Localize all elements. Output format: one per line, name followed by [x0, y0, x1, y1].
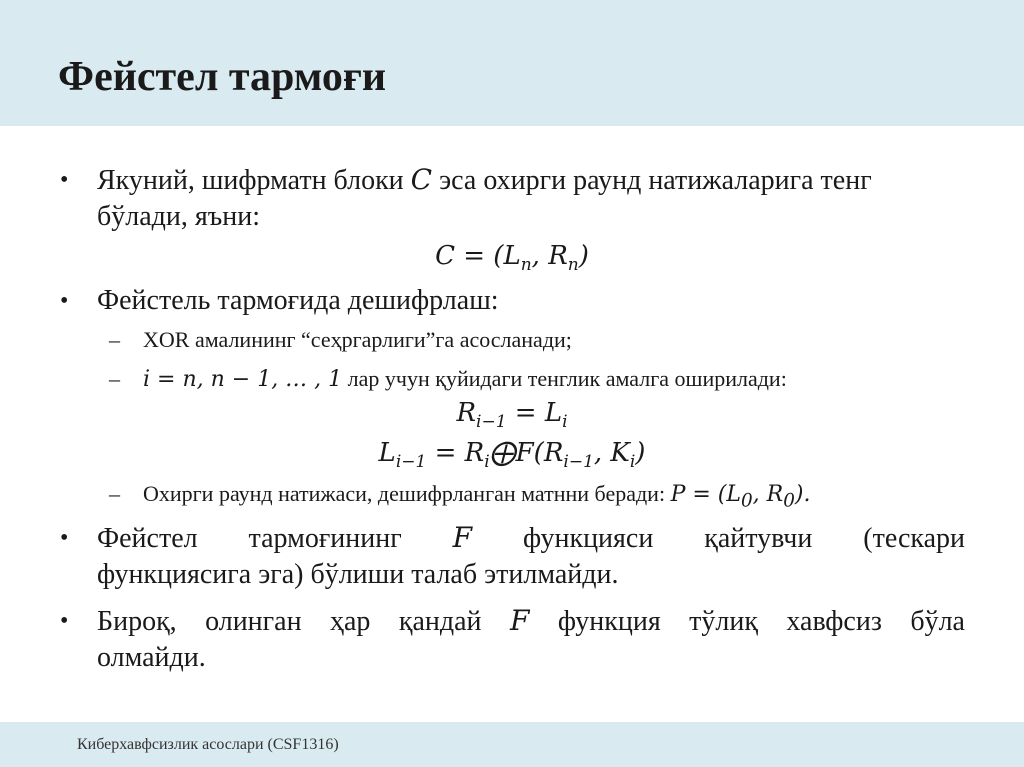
- slide-title: Фейстел тармоғи: [58, 54, 387, 100]
- bullet-icon: •: [60, 608, 69, 634]
- sub3-math: $P = (L_0$, $R_0$).: [670, 482, 811, 512]
- dash-icon: –: [109, 366, 120, 391]
- bullet3-line1: [97, 520, 965, 557]
- bullet1-var-c: C: [410, 163, 433, 196]
- bullet3-line2: функциясига эга) бўлиши талаб этилмайди.: [97, 559, 619, 590]
- formula-l: $L_{i-1}$ = $R_i⨁F(R_{i-1}$, $K_i$): [378, 438, 646, 473]
- sub2-text: лар учун қуйидаги тенглик амалга оширилади:: [342, 366, 787, 391]
- formula-c: $C = (L_n$, $R_n$): [435, 241, 589, 276]
- bullet2-sub1: XOR амалининг “сеҳргарлиги”га асосланади;: [143, 327, 572, 352]
- sub2-math: i = n, n − 1, … , 1: [143, 367, 343, 392]
- sub3-text: Охирги раунд натижаси, дешифрланган матнни беради:: [143, 481, 671, 506]
- dash-icon: –: [109, 327, 120, 352]
- bullet2-sub2: [143, 364, 787, 395]
- footer-text: Киберхавфсизлик асослари (CSF1316): [77, 736, 339, 753]
- bullet4-var-f: F: [509, 604, 530, 637]
- bullet4-line1: [97, 603, 965, 640]
- bullet1-line2: бўлади, яъни:: [97, 201, 260, 232]
- footer-band: [0, 722, 1024, 767]
- bullet3-var-f: F: [452, 521, 473, 554]
- bullet-icon: •: [60, 525, 69, 551]
- bullet-icon: •: [60, 167, 69, 193]
- bullet2-text: Фейстель тармоғида дешифрлаш:: [97, 285, 499, 316]
- bullet1-text-post: эса охирги раунд натижаларига тенг: [432, 165, 872, 196]
- bullet4-text-pre: Бироқ, олинган ҳар қандай: [97, 606, 510, 637]
- bullet3-text-pre: Фейстел тармоғининг: [97, 523, 453, 554]
- bullet4-line2: олмайди.: [97, 642, 206, 673]
- bullet-icon: •: [60, 288, 69, 314]
- bullet2-sub3: [143, 479, 810, 516]
- bullet4-text-post: функция тўлиқ хавфсиз бўла: [529, 606, 965, 637]
- formula-r: $R_{i-1} = L_i$: [456, 398, 568, 433]
- bullet3-text-post: функцияси қайтувчи (тескари: [472, 523, 965, 554]
- dash-icon: –: [109, 481, 120, 506]
- bullet1-line1: [97, 162, 965, 199]
- bullet1-text-pre: Якуний, шифрматн блоки: [97, 165, 411, 196]
